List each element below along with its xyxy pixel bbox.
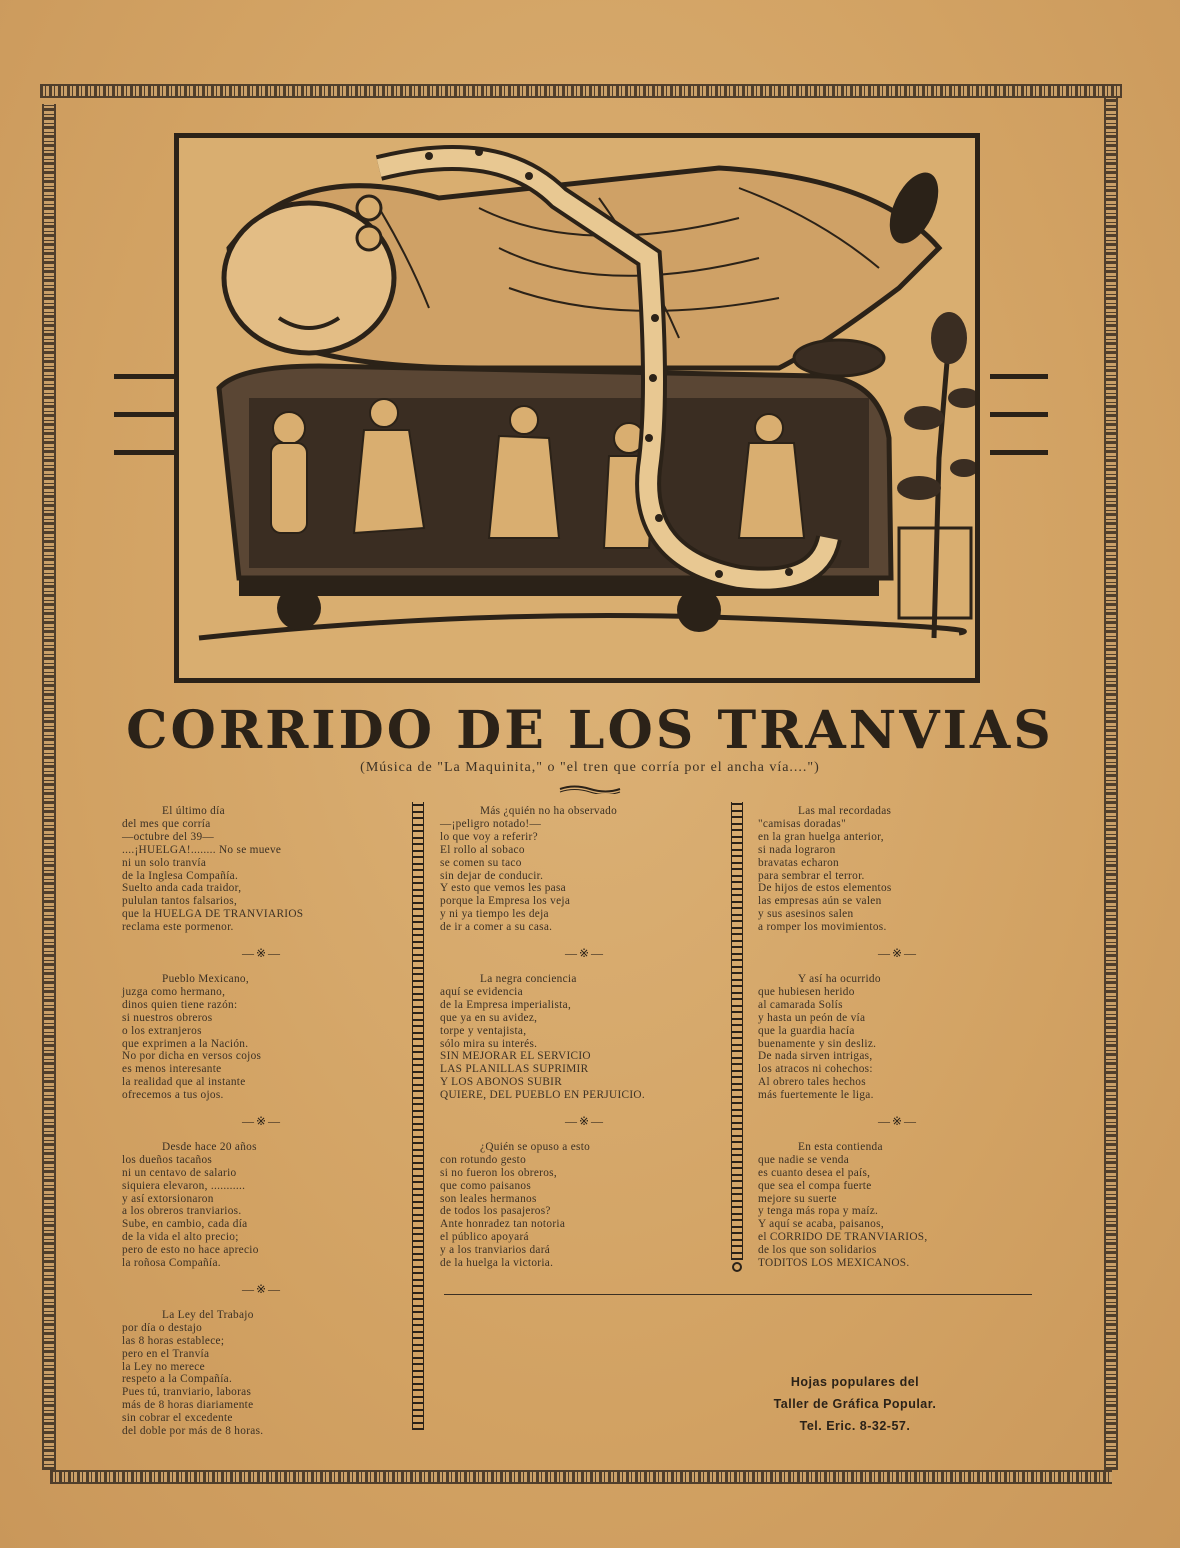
verse-line: pero en el Tranvía xyxy=(122,1347,210,1360)
verse-line: lo que voy a referir? xyxy=(440,830,538,843)
verse-line: a los obreros tranviarios. xyxy=(122,1205,242,1218)
verse-line: Al obrero tales hechos xyxy=(758,1076,866,1089)
verse-line: y hasta un peón de vía xyxy=(758,1011,866,1024)
page-title: CORRIDO DE LOS TRANVIAS xyxy=(126,700,1054,761)
verse-line: que la HUELGA DE TRANVIARIOS xyxy=(122,908,304,921)
verse-line: TODITOS LOS MEXICANOS. xyxy=(758,1257,910,1270)
verse-line: Pues tú, tranviario, laboras xyxy=(122,1386,252,1399)
verse-line: pululan tantos falsarios, xyxy=(122,895,238,908)
verse-line: pero de esto no hace aprecio xyxy=(122,1244,259,1257)
stanza-separator: —※— xyxy=(564,1114,606,1129)
right-decorative-lines xyxy=(990,374,1048,488)
verse-line: de la Inglesa Compañía. xyxy=(122,869,239,882)
verse-line: y tenga más ropa y maíz. xyxy=(758,1205,879,1218)
verse-line: si nuestros obreros xyxy=(122,1011,213,1024)
verse-line: de la Empresa imperialista, xyxy=(440,998,572,1011)
stanza-separator: —※— xyxy=(877,1114,919,1129)
frame-left-border xyxy=(42,104,56,1470)
verse-line: bravatas echaron xyxy=(758,856,840,869)
verse-line: y así extorsionaron xyxy=(122,1192,214,1205)
stanza xyxy=(440,973,730,1102)
verse-line: sin dejar de conducir. xyxy=(440,869,544,882)
verse-line: que ya en su avidez, xyxy=(440,1011,538,1024)
verse-line: los dueños tacaños xyxy=(122,1153,213,1166)
page-subtitle: (Música de "La Maquinita," o "el tren que corría por el ancha vía....") xyxy=(360,760,820,775)
verse-line: si nada lograron xyxy=(758,843,836,856)
verse-line: que sea el compa fuerte xyxy=(758,1179,872,1192)
verse-line: que como paisanos xyxy=(440,1179,532,1192)
verse-line: Pueblo Mexicano, xyxy=(162,972,250,985)
verse-line: De nada sirven intrigas, xyxy=(758,1050,873,1063)
verse-line: SIN MEJORAR EL SERVICIO xyxy=(440,1050,591,1063)
verse-line: la Ley no merece xyxy=(122,1360,205,1373)
column-divider-chain-2 xyxy=(731,802,743,1260)
verse-line: más fuertemente le liga. xyxy=(758,1089,874,1102)
verse-line: Sube, en cambio, cada día xyxy=(122,1218,248,1231)
verse-line: juzga como hermano, xyxy=(122,985,226,998)
verse-column-3 xyxy=(758,805,1038,1270)
verse-line: No por dicha en versos cojos xyxy=(122,1050,262,1063)
verse-line: La negra conciencia xyxy=(480,972,577,985)
horizontal-rule xyxy=(444,1294,1032,1295)
verse-line: Desde hace 20 años xyxy=(162,1140,257,1153)
stanza xyxy=(122,1141,402,1270)
stanza xyxy=(122,1309,402,1438)
verse-line: en la gran huelga anterior, xyxy=(758,830,884,843)
verse-line: Ante honradez tan notoria xyxy=(440,1218,566,1231)
verse-line: aquí se evidencia xyxy=(440,985,523,998)
verse-line: es menos interesante xyxy=(122,1063,222,1076)
verse-line: QUIERE, DEL PUEBLO EN PERJUICIO. xyxy=(440,1089,645,1102)
verse-line: por día o destajo xyxy=(122,1321,203,1334)
woodcut-illustration xyxy=(174,133,980,683)
column-divider-chain-1 xyxy=(412,802,424,1430)
verse-line: de todos los pasajeros? xyxy=(440,1205,551,1218)
verse-line: para sembrar el terror. xyxy=(758,869,865,882)
verse-line: Y LOS ABONOS SUBIR xyxy=(440,1076,563,1089)
verse-line: con rotundo gesto xyxy=(440,1153,527,1166)
verse-line: de la huelga la victoria. xyxy=(440,1257,554,1270)
verse-line: porque la Empresa los veja xyxy=(440,895,571,908)
verse-line: ni un centavo de salario xyxy=(122,1166,237,1179)
stanza xyxy=(440,805,730,934)
verse-line: reclama este pormenor. xyxy=(122,921,234,934)
verse-line: y a los tranviarios dará xyxy=(440,1244,551,1257)
verse-line: Y esto que vemos les pasa xyxy=(440,882,566,895)
stanza xyxy=(758,805,1038,934)
verse-line: Y así ha ocurrido xyxy=(798,972,881,985)
verse-line: —octubre del 39— xyxy=(122,830,215,843)
verse-line: Las mal recordadas xyxy=(798,805,892,817)
stanza-separator: —※— xyxy=(241,1282,283,1296)
verse-line: Suelto anda cada traidor, xyxy=(122,882,242,895)
stanza xyxy=(440,1141,730,1270)
verse-line: de los que son solidarios xyxy=(758,1244,877,1257)
credit-line-3: Tel. Eric. 8-32-57. xyxy=(799,1419,911,1433)
verse-line: los atracos ni cohechos: xyxy=(758,1063,873,1076)
verse-line: al camarada Solís xyxy=(758,998,843,1011)
frame-right-border xyxy=(1104,98,1118,1470)
tram-caricature-image xyxy=(179,138,975,678)
verse-line: sin cobrar el excedente xyxy=(122,1412,233,1425)
verse-line: si no fueron los obreros, xyxy=(440,1166,557,1179)
frame-bottom-border xyxy=(50,1470,1112,1484)
frame-top-border xyxy=(40,84,1122,98)
verse-line: El último día xyxy=(162,805,225,817)
publisher-credit xyxy=(740,1371,970,1437)
stanza-separator: —※— xyxy=(241,946,283,961)
verse-line: buenamente y sin desliz. xyxy=(758,1037,877,1050)
chain-end-dot xyxy=(732,1262,742,1272)
verse-line: que hubiesen herido xyxy=(758,985,855,998)
verse-line: En esta contienda xyxy=(798,1140,883,1153)
verse-line: siquiera elevaron, ........... xyxy=(122,1179,246,1192)
verse-line: La Ley del Trabajo xyxy=(162,1308,254,1321)
verse-line: el CORRIDO DE TRANVIARIOS, xyxy=(758,1231,928,1244)
verse-line: El rollo al sobaco xyxy=(440,843,525,856)
verse-line: o los extranjeros xyxy=(122,1024,202,1037)
verse-line: sólo mira su interés. xyxy=(440,1037,538,1050)
verse-line: de la vida el alto precio; xyxy=(122,1231,239,1244)
verse-line: que exprimen a la Nación. xyxy=(122,1037,249,1050)
verse-line: LAS PLANILLAS SUPRIMIR xyxy=(440,1063,589,1076)
verse-line: dinos quien tiene razón: xyxy=(122,998,238,1011)
stanza xyxy=(122,805,402,934)
verse-line: De hijos de estos elementos xyxy=(758,882,892,895)
stanza xyxy=(122,973,402,1102)
verse-line: y ni ya tiempo les deja xyxy=(440,908,549,921)
verse-line: son leales hermanos xyxy=(440,1192,537,1205)
left-decorative-lines xyxy=(114,374,176,488)
verse-line: que nadie se venda xyxy=(758,1153,850,1166)
verse-line: más de 8 horas diariamente xyxy=(122,1399,254,1412)
stanza xyxy=(758,973,1038,1102)
stanza xyxy=(758,1141,1038,1270)
verse-line: el público apoyará xyxy=(440,1231,529,1244)
verse-line: Más ¿quién no ha observado xyxy=(480,805,618,817)
verse-line: que la guardia hacía xyxy=(758,1024,855,1037)
verse-line: se comen su taco xyxy=(440,856,522,869)
verse-line: —¡peligro notado!— xyxy=(440,817,542,830)
verse-line: ni un solo tranvía xyxy=(122,856,207,869)
stanza-separator: —※— xyxy=(877,946,919,961)
verse-line: las empresas aún se valen xyxy=(758,895,882,908)
verse-line: del doble por más de 8 horas. xyxy=(122,1425,264,1438)
credit-line-2: Taller de Gráfica Popular. xyxy=(773,1397,937,1411)
verse-line: respeto a la Compañía. xyxy=(122,1373,233,1386)
verse-line: "camisas doradas" xyxy=(758,817,847,830)
verse-line: Y aquí se acaba, paisanos, xyxy=(758,1218,884,1231)
verse-line: mejore su suerte xyxy=(758,1192,837,1205)
verse-line: a romper los movimientos. xyxy=(758,921,887,934)
verse-line: torpe y ventajista, xyxy=(440,1024,527,1037)
verse-column-1 xyxy=(122,805,402,1438)
subtitle-ornament xyxy=(558,784,622,794)
verse-line: la roñosa Compañía. xyxy=(122,1257,221,1270)
verse-line: ¿Quién se opuso a esto xyxy=(480,1140,591,1153)
verse-line: ....¡HUELGA!........ No se mueve xyxy=(122,843,282,856)
verse-line: la realidad que al instante xyxy=(122,1076,246,1089)
verse-line: las 8 horas establece; xyxy=(122,1334,225,1347)
verse-column-2 xyxy=(440,805,730,1270)
verse-line: es cuanto desea el país, xyxy=(758,1166,871,1179)
verse-line: ofrecemos a tus ojos. xyxy=(122,1089,224,1102)
stanza-separator: —※— xyxy=(564,946,606,961)
verse-line: del mes que corría xyxy=(122,817,211,830)
credit-line-1: Hojas populares del xyxy=(790,1375,920,1389)
stanza-separator: —※— xyxy=(241,1114,283,1129)
verse-line: de ir a comer a su casa. xyxy=(440,921,553,934)
verse-line: y sus asesinos salen xyxy=(758,908,854,921)
